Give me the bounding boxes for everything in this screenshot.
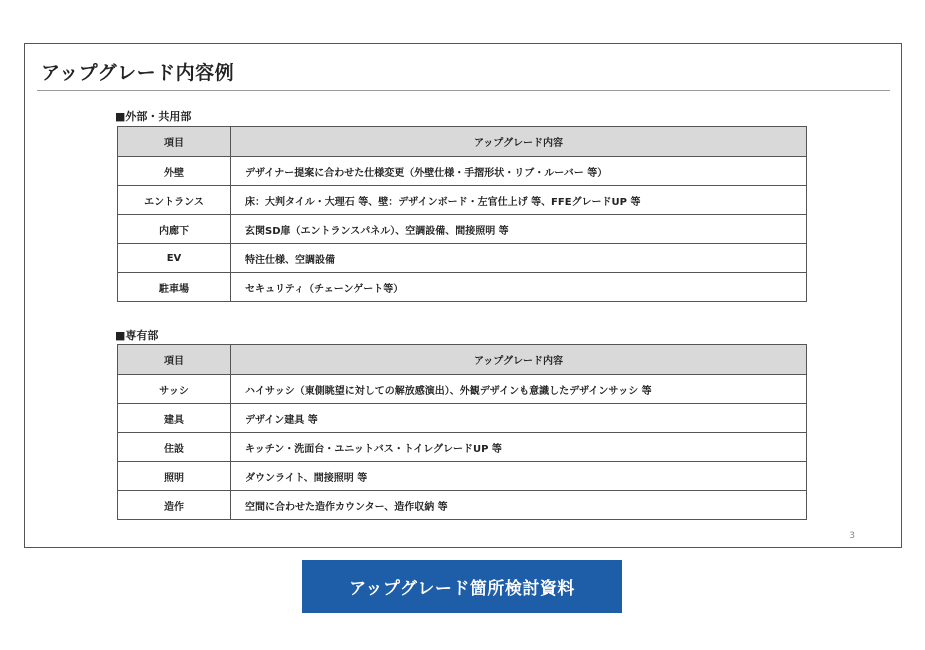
row-content: デザイン建具 等: [231, 404, 807, 433]
column-header-content: アップグレード内容: [231, 127, 807, 157]
row-item: 造作: [118, 491, 231, 520]
table-row: [118, 157, 807, 186]
row-content: ダウンライト、間接照明 等: [231, 462, 807, 491]
section-heading-exterior: ■外部・共用部: [115, 110, 192, 123]
table-row: [118, 215, 807, 244]
title-divider: [37, 90, 890, 91]
table-row: [118, 433, 807, 462]
table-row: [118, 273, 807, 302]
column-header-item: 項目: [118, 127, 231, 157]
row-item: EV: [118, 244, 231, 273]
row-item: 駐車場: [118, 273, 231, 302]
private-area-table: [117, 344, 807, 520]
table-row: [118, 375, 807, 404]
table-row: [118, 491, 807, 520]
slide: [24, 43, 902, 548]
row-content: 玄関SD扉（エントランスパネル）、空調設備、間接照明 等: [231, 215, 807, 244]
table-row: [118, 186, 807, 215]
row-item: 内廊下: [118, 215, 231, 244]
table-row: [118, 462, 807, 491]
row-content: デザイナー提案に合わせた仕様変更（外壁仕様・手摺形状・リブ・ルーバー 等）: [231, 157, 807, 186]
table-row: [118, 244, 807, 273]
exterior-table: [117, 126, 807, 302]
row-item: 外壁: [118, 157, 231, 186]
row-content: 空間に合わせた造作カウンター、造作収納 等: [231, 491, 807, 520]
table-header-row: [118, 345, 807, 375]
row-item: サッシ: [118, 375, 231, 404]
upgrade-review-document-button[interactable]: アップグレード箇所検討資料: [302, 560, 622, 613]
slide-title: アップグレード内容例: [41, 62, 235, 84]
section-heading-private: ■専有部: [115, 329, 159, 342]
row-item: 建具: [118, 404, 231, 433]
row-item: 住設: [118, 433, 231, 462]
row-content: セキュリティ（チェーンゲート等）: [231, 273, 807, 302]
row-content: ハイサッシ（東側眺望に対しての解放感演出）、外観デザインも意識したデザインサッシ 等: [231, 375, 807, 404]
column-header-content: アップグレード内容: [231, 345, 807, 375]
row-content: キッチン・洗面台・ユニットバス・トイレグレードUP 等: [231, 433, 807, 462]
row-content: 特注仕様、空調設備: [231, 244, 807, 273]
row-item: 照明: [118, 462, 231, 491]
table-row: [118, 404, 807, 433]
row-item: エントランス: [118, 186, 231, 215]
column-header-item: 項目: [118, 345, 231, 375]
page-number: 3: [849, 531, 855, 541]
row-content: 床：大判タイル・大理石 等、壁：デザインボード・左官仕上げ 等、FFEグレードUP 等: [231, 186, 807, 215]
table-header-row: [118, 127, 807, 157]
